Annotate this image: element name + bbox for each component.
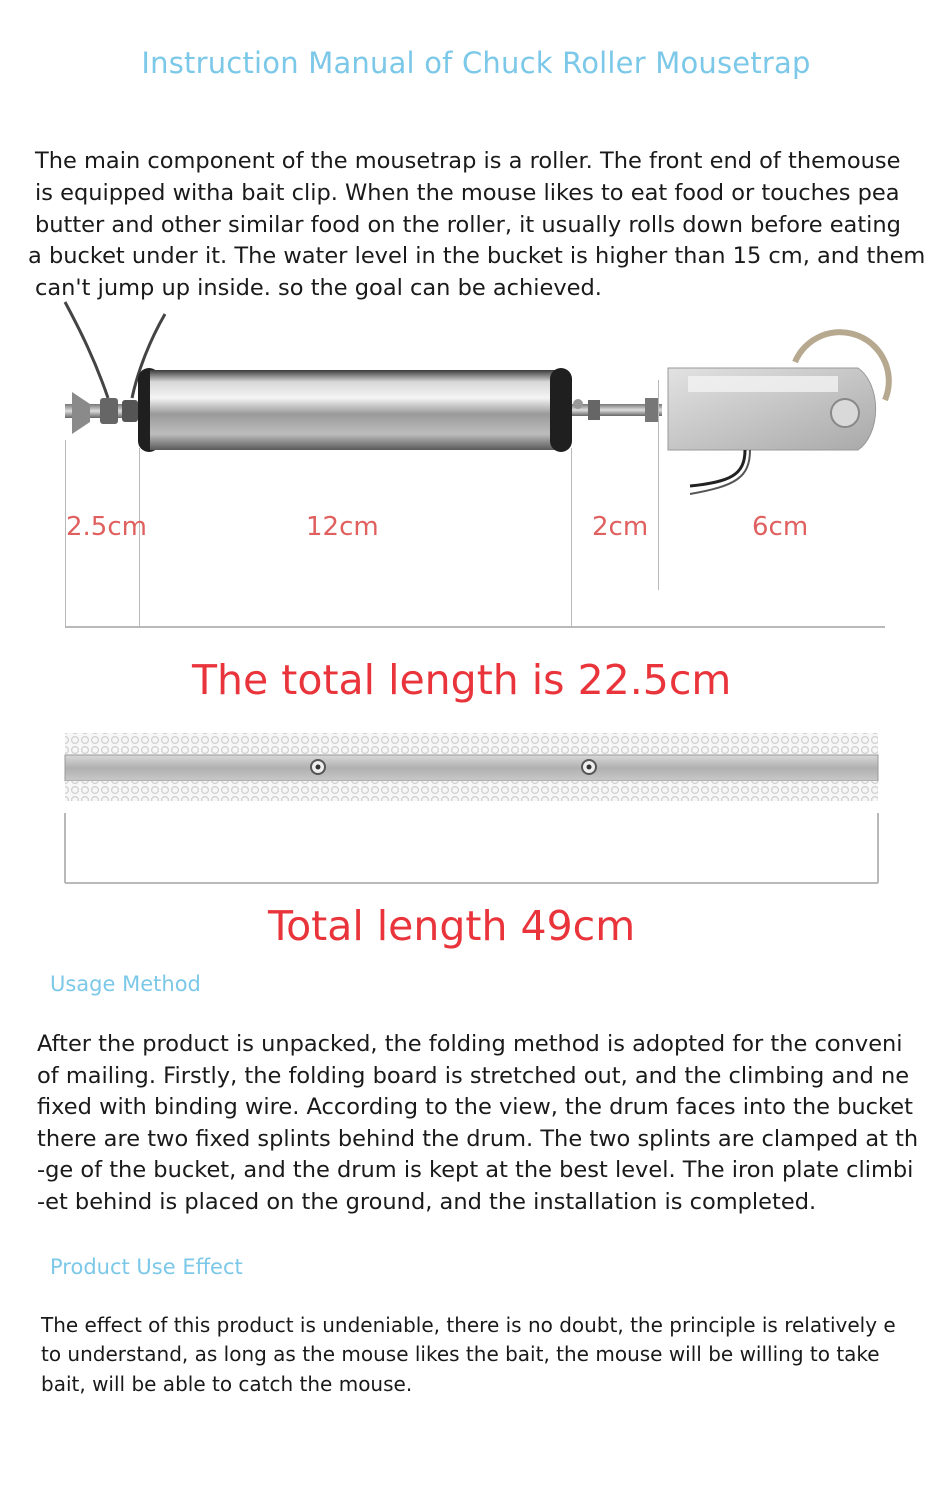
effect-heading: Product Use Effect (50, 1255, 243, 1279)
usage-line-6: -et behind is placed on the ground, and the installation is completed. (37, 1189, 817, 1215)
usage-line-5: -ge of the bucket, and the drum is kept at the best level. The iron plate climbi (37, 1157, 914, 1183)
dimension-clip: 6cm (752, 512, 809, 542)
page-title: Instruction Manual of Chuck Roller Mousetrap (141, 46, 811, 80)
mesh-top (65, 733, 878, 755)
board-total-length: Total length 49cm (268, 902, 636, 950)
usage-line-2: of mailing. Firstly, the folding board is stretched out, and the climbing and ne (37, 1063, 910, 1089)
roller-cap-right (550, 368, 572, 452)
clip-hole (831, 399, 859, 427)
roller-diagram (0, 300, 952, 640)
board-diagram (0, 725, 952, 890)
dimension-right-rod: 2cm (592, 512, 649, 542)
effect-line-2: to understand, as long as the mouse likes the bait, the mouse will be willing to take (41, 1342, 880, 1366)
intro-line-2: is equipped witha bait clip. When the mouse likes to eat food or touches pea (35, 180, 900, 206)
wing-nut-icon (72, 392, 90, 434)
roller-total-length: The total length is 22.5cm (192, 656, 732, 704)
roller-body (150, 370, 560, 450)
usage-line-4: there are two fixed splints behind the drum. The two splints are clamped at th (37, 1126, 919, 1152)
bait-wire-left (65, 302, 108, 398)
mesh-bottom (65, 781, 878, 801)
effect-line-3: bait, will be able to catch the mouse. (41, 1372, 413, 1396)
intro-line-1: The main component of the mousetrap is a roller. The front end of themouse (35, 148, 901, 174)
usage-line-1: After the product is unpacked, the folding method is adopted for the conveni (37, 1031, 903, 1057)
dimension-left-rod: 2.5cm (66, 512, 147, 542)
intro-line-4: a bucket under it. The water level in the bucket is higher than 15 cm, and them (28, 243, 926, 269)
intro-line-5: can't jump up inside. so the goal can be achieved. (35, 275, 602, 301)
usage-line-3: fixed with binding wire. According to the view, the drum faces into the bucket (37, 1094, 913, 1120)
effect-line-1: The effect of this product is undeniable, there is no doubt, the principle is relatively e (41, 1313, 896, 1337)
dimension-roller: 12cm (306, 512, 379, 542)
usage-heading: Usage Method (50, 972, 201, 996)
intro-line-3: butter and other similar food on the roller, it usually rolls down before eating (35, 212, 901, 238)
folding-board-bar (65, 755, 878, 781)
